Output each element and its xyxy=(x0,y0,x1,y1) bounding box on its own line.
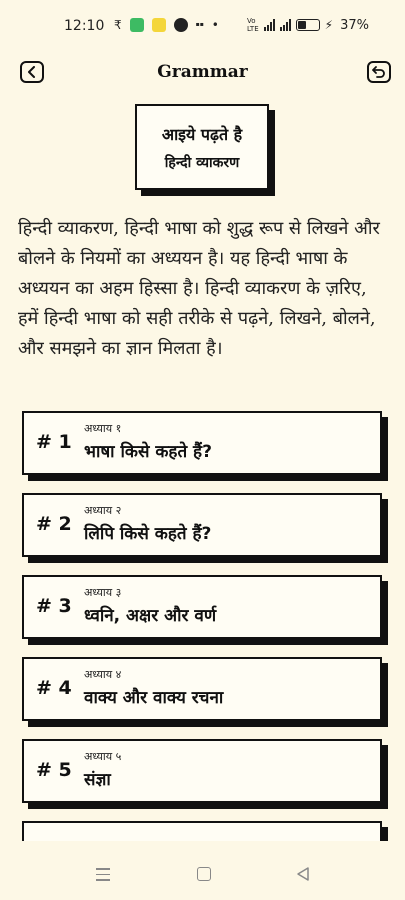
back-triangle-icon[interactable] xyxy=(296,866,310,882)
chapter-card[interactable] xyxy=(22,493,382,557)
chapter-number: # 3 xyxy=(36,595,72,617)
app-notification-icon xyxy=(174,18,188,32)
chapter-label: अध्याय ४ xyxy=(84,668,122,681)
chapter-number: # 1 xyxy=(36,431,72,453)
recent-apps-icon[interactable] xyxy=(96,868,110,885)
rupee-icon: ₹ xyxy=(114,18,122,32)
app-notification-icon: ▪▪ xyxy=(195,21,204,28)
app-header xyxy=(0,52,405,94)
chapter-number: # 4 xyxy=(36,677,72,699)
signal-icon xyxy=(264,19,275,31)
chapter-item-5[interactable] xyxy=(22,739,388,809)
undo-button[interactable] xyxy=(367,61,391,83)
chapter-title: लिपि किसे कहते हैं? xyxy=(84,524,212,544)
title-card-body xyxy=(135,104,269,190)
app-notification-icon xyxy=(152,18,166,32)
app-notification-icon xyxy=(130,18,144,32)
volte-icon: Vo LTE xyxy=(247,17,259,33)
battery-icon xyxy=(296,19,320,31)
chapter-card[interactable] xyxy=(22,575,382,639)
chapter-title: भाषा किसे कहते हैं? xyxy=(84,442,212,462)
chapter-label: अध्याय २ xyxy=(84,504,122,517)
chapter-item-1[interactable] xyxy=(22,411,388,481)
chapter-number: # 2 xyxy=(36,513,72,535)
intro-paragraph: हिन्दी व्याकरण, हिन्दी भाषा को शुद्ध रूप से लिखने और बोलने के नियमों का अध्ययन है। यह हिन्दी भाषा के अध्ययन का अहम हिस्सा है। हिन्दी व्याकरण के ज़रिए, हमें हिन्दी भाषा को सही तरीके से पढ़ने, लिखने, बोलने, और समझने का ज्ञान मिलता है। xyxy=(18,218,380,359)
more-notifications-icon: • xyxy=(211,18,219,32)
chapter-title: वाक्य और वाक्य रचना xyxy=(84,688,224,708)
chapter-card[interactable] xyxy=(22,657,382,721)
home-icon[interactable] xyxy=(197,867,211,881)
chapter-label: अध्याय ३ xyxy=(84,586,122,599)
signal-icon xyxy=(280,19,291,31)
chapter-number: # 5 xyxy=(36,759,72,781)
title-card xyxy=(135,104,271,194)
chapter-title: ध्वनि, अक्षर और वर्ण xyxy=(84,606,217,626)
chapter-label: अध्याय ५ xyxy=(84,750,122,763)
chapter-card[interactable] xyxy=(22,821,382,841)
system-nav-bar xyxy=(0,852,405,900)
chapter-item-next[interactable] xyxy=(22,821,388,841)
status-bar xyxy=(0,0,405,52)
chapter-card[interactable] xyxy=(22,411,382,475)
notification-icons xyxy=(114,17,219,33)
chapter-item-2[interactable] xyxy=(22,493,388,563)
chapter-label: अध्याय १ xyxy=(84,422,122,435)
chapter-card[interactable] xyxy=(22,739,382,803)
undo-icon xyxy=(372,66,386,78)
charging-icon: ⚡ xyxy=(324,18,334,32)
battery-percent: 37% xyxy=(340,17,369,33)
title-card-subheading: हिन्दी व्याकरण xyxy=(164,154,240,171)
status-time: 12:10 xyxy=(64,18,105,34)
page-title: Grammar xyxy=(157,62,248,82)
chapter-item-3[interactable] xyxy=(22,575,388,645)
title-card-heading: आइये पढ़ते है xyxy=(161,124,243,144)
chapter-item-4[interactable] xyxy=(22,657,388,727)
chapter-list xyxy=(22,411,388,853)
system-icons xyxy=(247,17,369,33)
chapter-title: संज्ञा xyxy=(84,770,111,790)
